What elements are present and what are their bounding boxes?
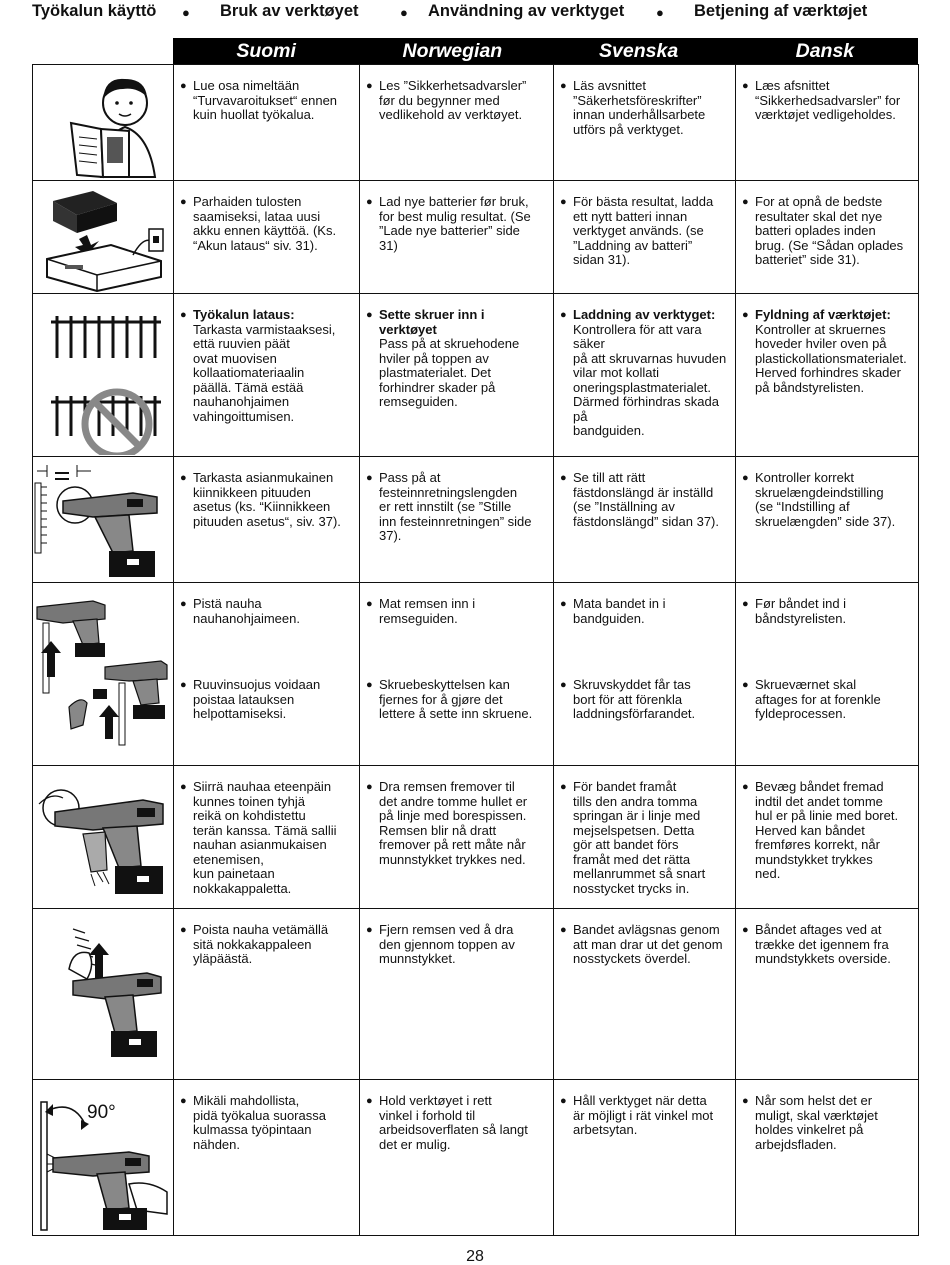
instruction-text-no: Pass på at festeinnretningslengden er rett innstilt (se ”Stille inn festeinnretningen” side 37).	[379, 470, 532, 543]
bullet-icon: ●	[742, 309, 749, 321]
instruction-text-fi: Tarkasta asianmukainen kiinnikkeen pituuden asetus (ks. “Kiinnikkeen pituuden asetus“, siv. 37).	[193, 470, 341, 529]
instruction-text-no: Dra remsen fremover til det andre tomme hullet er på linje med borespissen. Remsen blir nå dratt fremover på rett måte når munnstykket trykkes ned.	[379, 779, 528, 867]
bullet-icon: ●	[742, 598, 749, 610]
bullet-icon: ●	[742, 1095, 749, 1107]
instruction-text-sv: För bandet framåt tills den andra tomma springan är i linje med mejselspetsen. Detta gör att bandet förs framåt med det rätta mellanrummet så snart nosstycket trycks in.	[573, 779, 706, 896]
instruction-text-fi: Pistä nauha nauhanohjaimeen.	[193, 596, 300, 626]
instruction-text-sv: Kontrollera för att vara säker på att skruvarnas huvuden vilar mot kollati oneringsplastmaterialet. Därmed förhindras skada på bandguiden.	[573, 321, 727, 438]
bullet-icon: ●	[180, 309, 187, 321]
bullet-icon: ●	[180, 1095, 187, 1107]
bullet-icon: ●	[366, 309, 373, 321]
column-heading-norwegian: Norwegian	[402, 40, 503, 62]
table-row	[33, 1080, 919, 1236]
instruction-text-no: Les ”Sikkerhetsadvarsler” før du begynner med vedlikehold av verktøyet.	[379, 78, 527, 122]
instruction-text-no: Lad nye batterier før bruk, for best mulig resultat. (Se ”Lade nye batterier” side 31)	[379, 194, 531, 253]
bullet-icon: ●	[560, 781, 567, 793]
angle-label: 90°	[87, 1102, 116, 1123]
instruction-text-sv: Läs avsnittet ”Säkerhetsföreskrifter” innan underhållsarbete utförs på verktyget.	[573, 78, 706, 137]
bullet-icon: ●	[742, 781, 749, 793]
remove-strip-icon	[33, 909, 174, 1080]
bullet-icon: ●	[742, 924, 749, 936]
header-bullet: ●	[182, 5, 190, 20]
instruction-table	[32, 64, 919, 1236]
instruction-text-da: For at opnå de bedste resultater skal det nye batteri oplades inden brug. (Se “Sådan oplades batteriet” side 31).	[755, 194, 904, 267]
instruction-text-fi: Ruuvinsuojus voidaan poistaa latauksen helpottamiseksi.	[193, 677, 321, 721]
bullet-icon: ●	[742, 472, 749, 484]
instruction-text-fi: Mikäli mahdollista, pidä työkalua suorassa kulmassa työpintaan nähden.	[193, 1093, 326, 1152]
section-heading-no: Sette skruer inn i verktøyet	[379, 307, 485, 337]
bullet-icon: ●	[560, 309, 567, 321]
table-row	[33, 583, 919, 766]
bullet-icon: ●	[366, 781, 373, 793]
bullet-icon: ●	[366, 598, 373, 610]
instruction-text-fi: Tarkasta varmistaaksesi, että ruuvien päät ovat muovisen kollaatiomateriaalin päällä. Tämä estää nauhanohjaimen vahingoittumisen.	[193, 321, 336, 424]
bullet-icon: ●	[366, 80, 373, 92]
right-angle-icon	[33, 1080, 174, 1236]
section-heading-fi: Työkalun lataus:	[193, 307, 295, 322]
section-heading-da: Fyldning af værktøjet:	[755, 307, 891, 322]
screw-strip-icon	[33, 294, 174, 457]
bullet-icon: ●	[560, 196, 567, 208]
table-row	[33, 294, 919, 457]
bullet-icon: ●	[560, 472, 567, 484]
bullet-icon: ●	[180, 472, 187, 484]
bullet-icon: ●	[560, 1095, 567, 1107]
instruction-text-fi: Siirrä nauhaa eteenpäin kunnes toinen tyhjä reikä on kohdistettu terän kanssa. Tämä sallii nauhan asianmukaisen etenemisen, kun painetaan nokkakappaletta.	[193, 779, 337, 896]
reading-man-icon	[33, 65, 174, 181]
language-header-bar	[173, 38, 918, 65]
header-bullet: ●	[656, 5, 664, 20]
bullet-icon: ●	[560, 924, 567, 936]
page-number: 28	[466, 1248, 484, 1265]
header-bullet: ●	[400, 5, 408, 20]
bullet-icon: ●	[180, 924, 187, 936]
instruction-text-no: Mat remsen inn i remseguiden.	[379, 596, 476, 626]
instruction-text-sv: Håll verktyget när detta är möjligt i rät vinkel mot arbetsytan.	[573, 1093, 714, 1137]
bullet-icon: ●	[560, 679, 567, 691]
instruction-text-da: Læs afsnittet “Sikkerhedsadvarsler” for værktøjet vedligeholdes.	[755, 78, 901, 122]
page-header	[32, 2, 922, 26]
instruction-text-da: Når som helst det er muligt, skal værktøjet holdes vinkelret på arbejdsfladen.	[755, 1093, 878, 1152]
instruction-text-no: Fjern remsen ved å dra den gjennom toppen av munnstykket.	[379, 922, 515, 966]
column-heading-dansk: Dansk	[795, 40, 855, 62]
bullet-icon: ●	[366, 196, 373, 208]
bullet-icon: ●	[560, 80, 567, 92]
header-title-no: Bruk av verktøyet	[220, 2, 359, 20]
instruction-text-sv: För bästa resultat, ladda ett nytt batteri innan verktyget används. (se ”Laddning av batteri” sidan 31).	[573, 194, 714, 267]
table-row	[33, 766, 919, 909]
bullet-icon: ●	[366, 924, 373, 936]
instruction-text-sv: Mata bandet in i bandguiden.	[573, 596, 666, 626]
instruction-text-fi: Lue osa nimeltään “Turvavaroitukset“ ennen kuin huollat työkalua.	[193, 78, 338, 122]
instruction-text-sv: Se till att rätt fästdonslängd är inställd (se ”Inställning av fästdonslängd” sidan 37).	[573, 470, 719, 529]
instruction-text-sv: Bandet avlägsnas genom att man drar ut det genom nosstyckets överdel.	[573, 922, 723, 966]
table-row	[33, 909, 919, 1080]
instruction-text-da: Kontroller at skruernes hoveder hviler oven på plastickollationsmaterialet. Herved forhindres skader på båndstyrelisten.	[755, 321, 907, 395]
bullet-icon: ●	[180, 196, 187, 208]
column-heading-svenska: Svenska	[599, 40, 679, 62]
table-row	[33, 457, 919, 583]
section-heading-sv: Laddning av verktyget:	[573, 307, 716, 322]
instruction-text-da: Bevæg båndet fremad indtil det andet tomme hul er på linie med boret. Herved kan båndet fremføres korrekt, når mundstykket trykkes ned.	[755, 779, 899, 881]
bullet-icon: ●	[742, 679, 749, 691]
bullet-icon: ●	[742, 80, 749, 92]
advance-strip-icon	[33, 766, 174, 909]
feed-strip-icon	[33, 583, 174, 766]
table-row	[33, 181, 919, 294]
instruction-text-da: Skrueværnet skal aftages for at forenkle fyldeprocessen.	[755, 677, 881, 721]
bullet-icon: ●	[366, 472, 373, 484]
header-title-sv: Användning av verktyget	[428, 2, 625, 20]
bullet-icon: ●	[366, 679, 373, 691]
bullet-icon: ●	[180, 80, 187, 92]
bullet-icon: ●	[366, 1095, 373, 1107]
bullet-icon: ●	[180, 679, 187, 691]
instruction-text-fi: Poista nauha vetämällä sitä nokkakappaleen yläpäästä.	[193, 922, 329, 966]
instruction-text-da: Kontroller korrekt skruelængdeindstilling (se “Indstilling af skruelængden” side 37).	[755, 470, 896, 529]
instruction-text-no: Skruebeskyttelsen kan fjernes for å gjøre det lettere å sette inn skruene.	[379, 677, 533, 721]
battery-charger-icon	[33, 181, 174, 294]
instruction-text-da: Båndet aftages ved at trække det igennem fra mundstykkets overside.	[755, 922, 891, 966]
bullet-icon: ●	[560, 598, 567, 610]
header-title-da: Betjening af værktøjet	[694, 2, 868, 20]
depth-setting-icon	[33, 457, 174, 583]
table-row	[33, 65, 919, 181]
instruction-text-no: Hold verktøyet i rett vinkel i forhold til arbeidsoverflaten så langt det er mulig.	[379, 1093, 528, 1152]
bullet-icon: ●	[180, 781, 187, 793]
instruction-text-da: Før båndet ind i båndstyrelisten.	[755, 596, 847, 626]
header-title-fi: Työkalun käyttö	[32, 2, 157, 20]
column-heading-suomi: Suomi	[236, 40, 296, 62]
instruction-text-fi: Parhaiden tulosten saamiseksi, lataa uusi akku ennen käyttöä. (Ks. “Akun lataus“ siv. 31).	[193, 194, 337, 253]
bullet-icon: ●	[742, 196, 749, 208]
instruction-text-sv: Skruvskyddet får tas bort för att förenkla laddningsförfarandet.	[573, 677, 696, 721]
instruction-text-no: Pass på at skruehodene hviler på toppen av plastmaterialet. Det forhindrer skader på remseguiden.	[379, 336, 520, 409]
bullet-icon: ●	[180, 598, 187, 610]
